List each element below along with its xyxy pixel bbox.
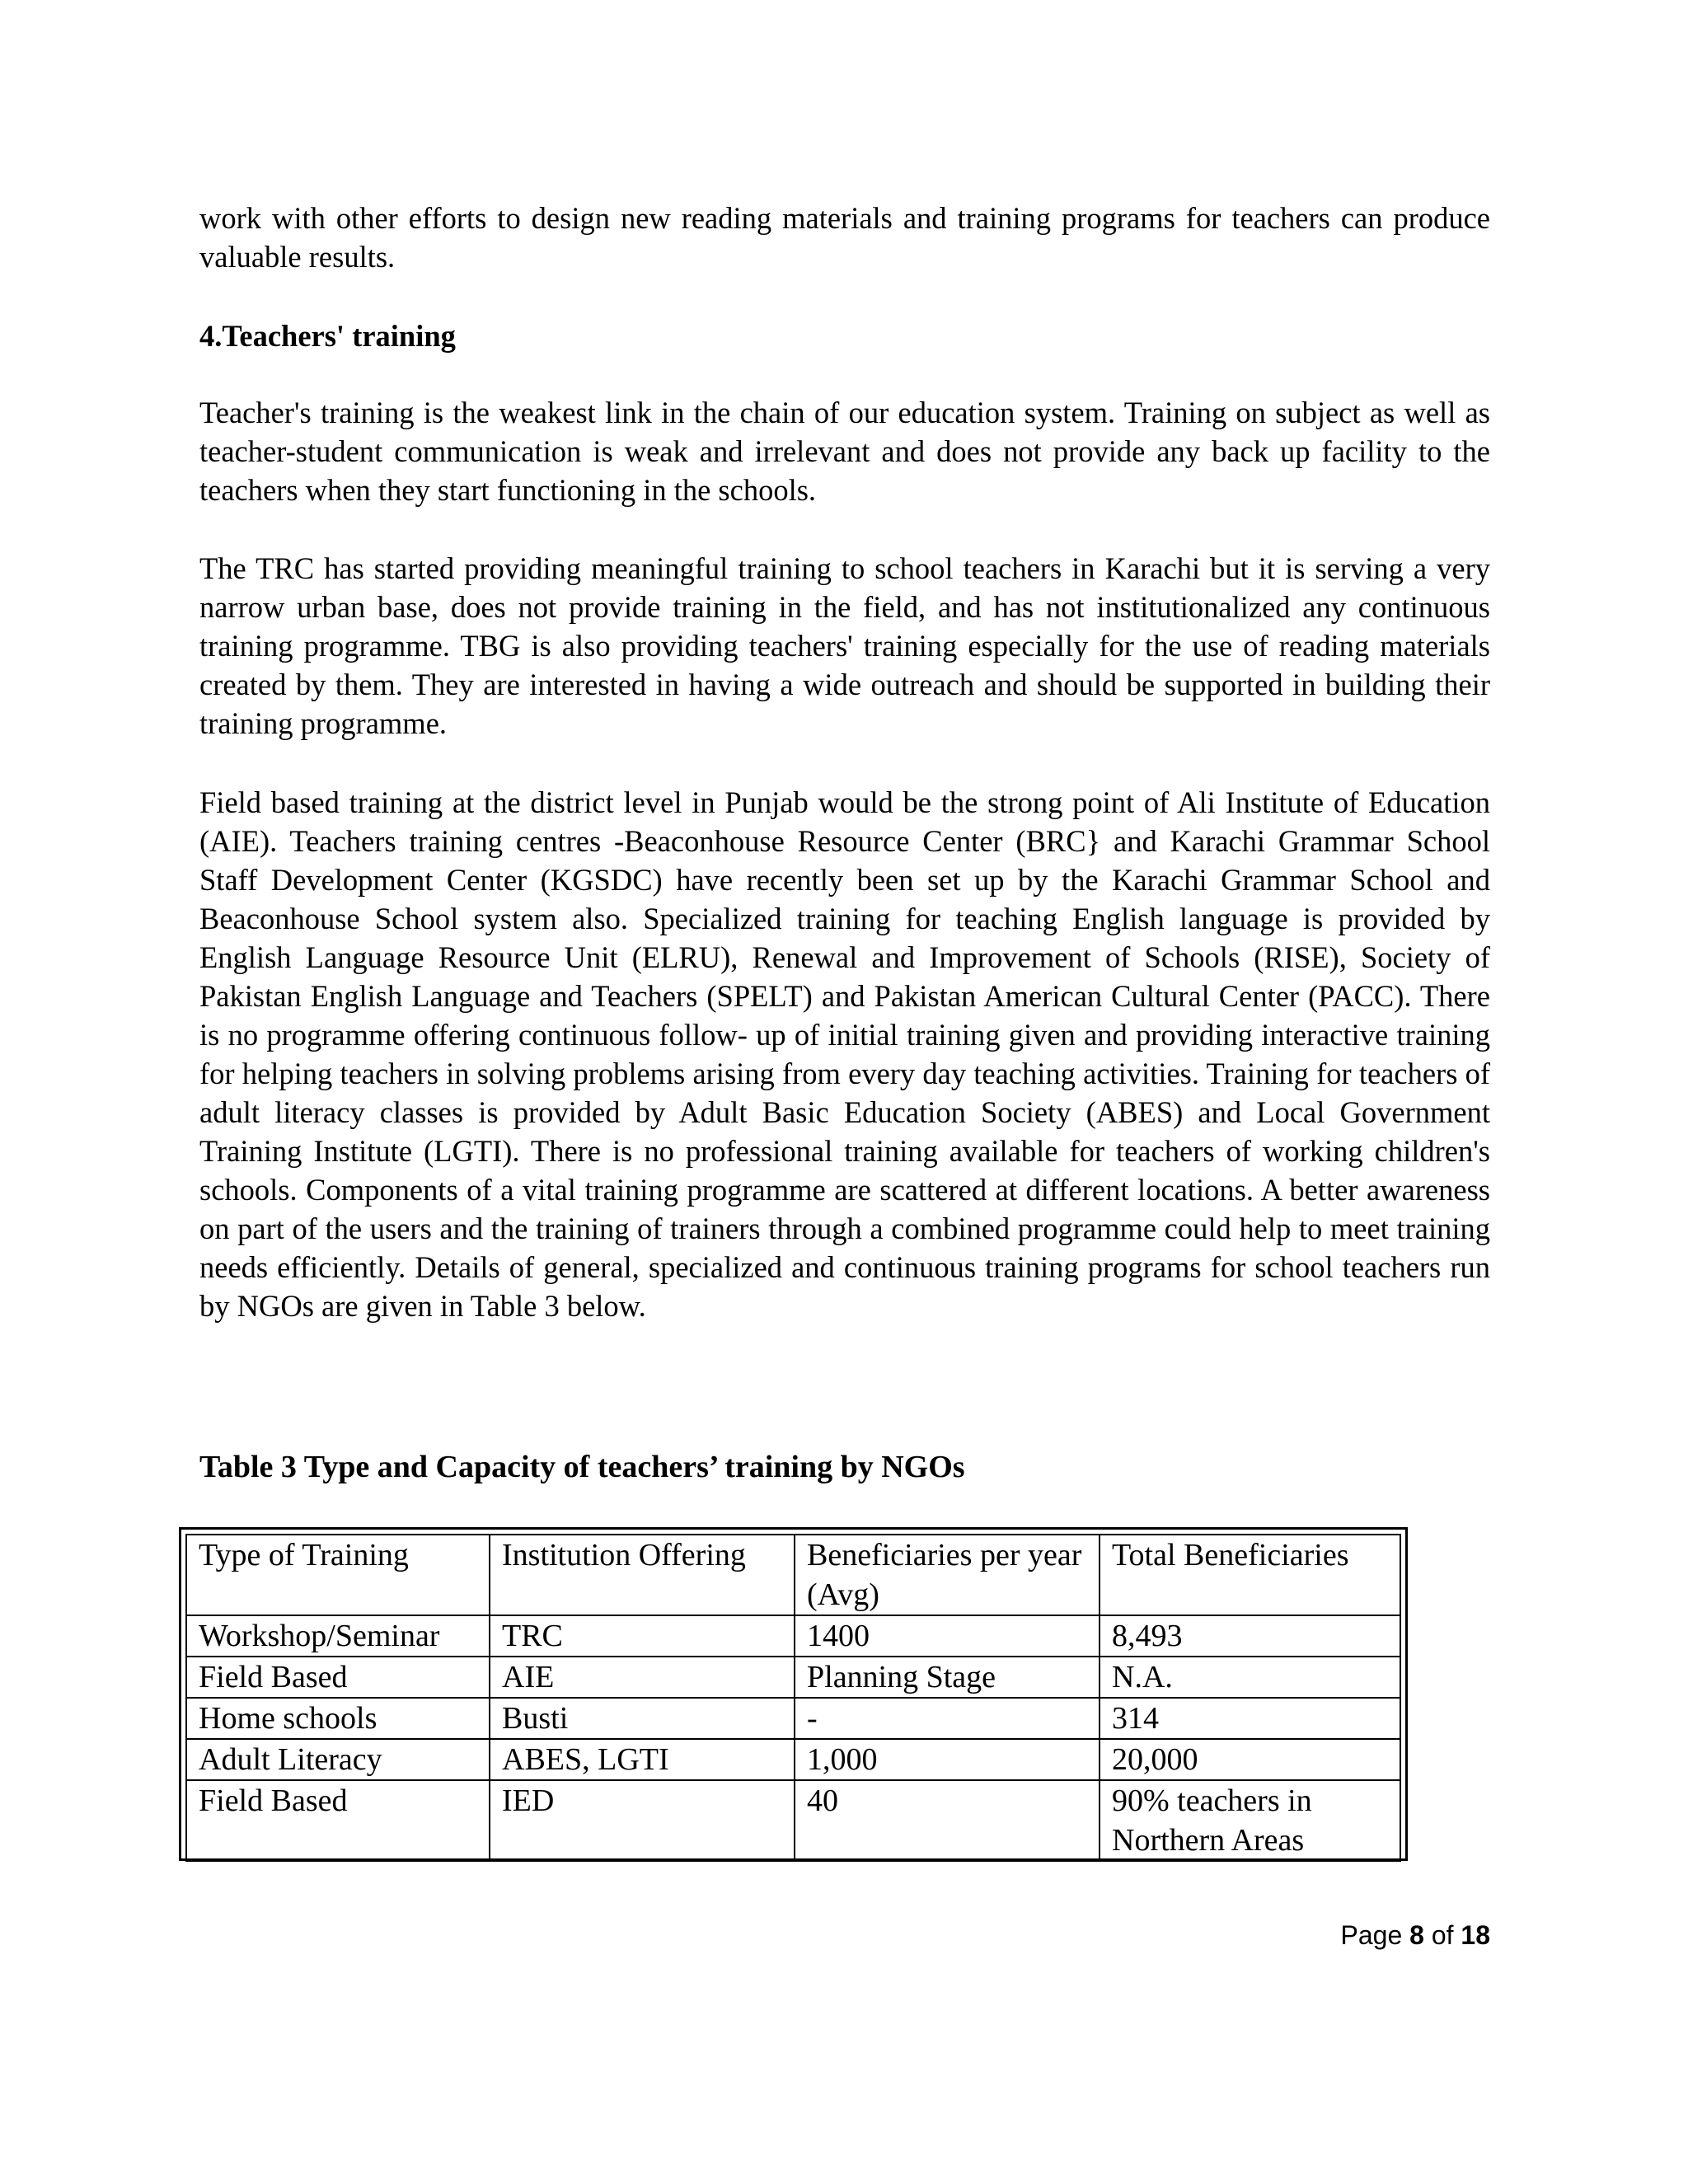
table-cell: ABES, LGTI: [490, 1739, 795, 1780]
section-heading: 4.Teachers' training: [199, 319, 456, 353]
header-total-beneficiaries: Total Beneficiaries: [1100, 1535, 1400, 1615]
current-page-number: 8: [1409, 1920, 1424, 1950]
table-row: [186, 1698, 1400, 1739]
table-cell: Workshop/Seminar: [186, 1615, 490, 1657]
page-word: Page: [1340, 1920, 1403, 1950]
of-word: of: [1431, 1920, 1454, 1950]
table-cell: 40: [795, 1780, 1100, 1861]
table-cell: Field Based: [186, 1657, 490, 1698]
header-institution-offering: Institution Offering: [490, 1535, 795, 1615]
table-cell: TRC: [490, 1615, 795, 1657]
total-pages-number: 18: [1461, 1920, 1490, 1950]
table-cell: N.A.: [1100, 1657, 1400, 1698]
paragraph-trc: The TRC has started providing meaningful training to school teachers in Karachi but it is serving a very narrow urban base, does not provide training in the field, and has not institutionalized any continuous training programme. TBG is also providing teachers' training especially for the use of reading materials created by them. They are interested in having a wide outreach and should be supported in building their training programme.: [199, 551, 1490, 740]
header-beneficiaries-per-year: Beneficiaries per year (Avg): [795, 1535, 1100, 1615]
table-row: [186, 1657, 1400, 1698]
table-cell: Field Based: [186, 1780, 490, 1861]
table-cell: 1400: [795, 1615, 1100, 1657]
header-type-of-training: Type of Training: [186, 1535, 490, 1615]
paragraph-continuation: work with other efforts to design new reading materials and training programs for teachers can produce valuable results.: [199, 201, 1490, 274]
table-cell: Adult Literacy: [186, 1739, 490, 1780]
table-row: [186, 1739, 1400, 1780]
page-number: [1341, 1919, 1490, 1952]
table-row: [186, 1780, 1400, 1861]
paragraph-teachers-training-intro: Teacher's training is the weakest link in the chain of our education system. Training on subject as well as teacher-student communication is weak and irrelevant and does not provide any back up facility to the teachers when they start functioning in the schools.: [199, 396, 1490, 507]
table-cell: Planning Stage: [795, 1657, 1100, 1698]
table-cell: 90% teachers in Northern Areas: [1100, 1780, 1400, 1861]
table-cell: Home schools: [186, 1698, 490, 1739]
paragraph-field-based-training: Field based training at the district level in Punjab would be the strong point of Ali Institute of Education (AIE). Teachers training centres -Beaconhouse Resource Center (BRC} and Karachi Grammar School Staff Development Center (KGSDC) have recently been set up by the Karachi Grammar School and Beaconhouse School system also. Specialized training for teaching English language is provided by English Language Resource Unit (ELRU), Renewal and Improvement of Schools (RISE), Society of Pakistan English Language and Teachers (SPELT) and Pakistan American Cultural Center (PACC). There is no programme offering continuous follow- up of initial training given and providing interactive training for helping teachers in solving problems arising from every day teaching activities. Training for teachers of adult literacy classes is provided by Adult Basic Education Society (ABES) and Local Government Training Institute (LGTI). There is no professional training available for teachers of working children's schools. Components of a vital training programme are scattered at different locations. A better awareness on part of the users and the training of trainers through a combined programme could help to meet training needs efficiently. Details of general, specialized and continuous training programs for school teachers run by NGOs are given in Table 3 below.: [199, 785, 1490, 1323]
table-cell: IED: [490, 1780, 795, 1861]
table-cell: -: [795, 1698, 1100, 1739]
table-title: Table 3 Type and Capacity of teachers’ training by NGOs: [199, 1450, 965, 1484]
table-header-row: [186, 1535, 1400, 1615]
training-table-frame: [179, 1527, 1408, 1861]
table-row: [186, 1615, 1400, 1657]
table-cell: AIE: [490, 1657, 795, 1698]
table-cell: Busti: [490, 1698, 795, 1739]
table-cell: 314: [1100, 1698, 1400, 1739]
training-table: [185, 1534, 1401, 1862]
table-cell: 1,000: [795, 1739, 1100, 1780]
table-cell: 8,493: [1100, 1615, 1400, 1657]
table-cell: 20,000: [1100, 1739, 1400, 1780]
